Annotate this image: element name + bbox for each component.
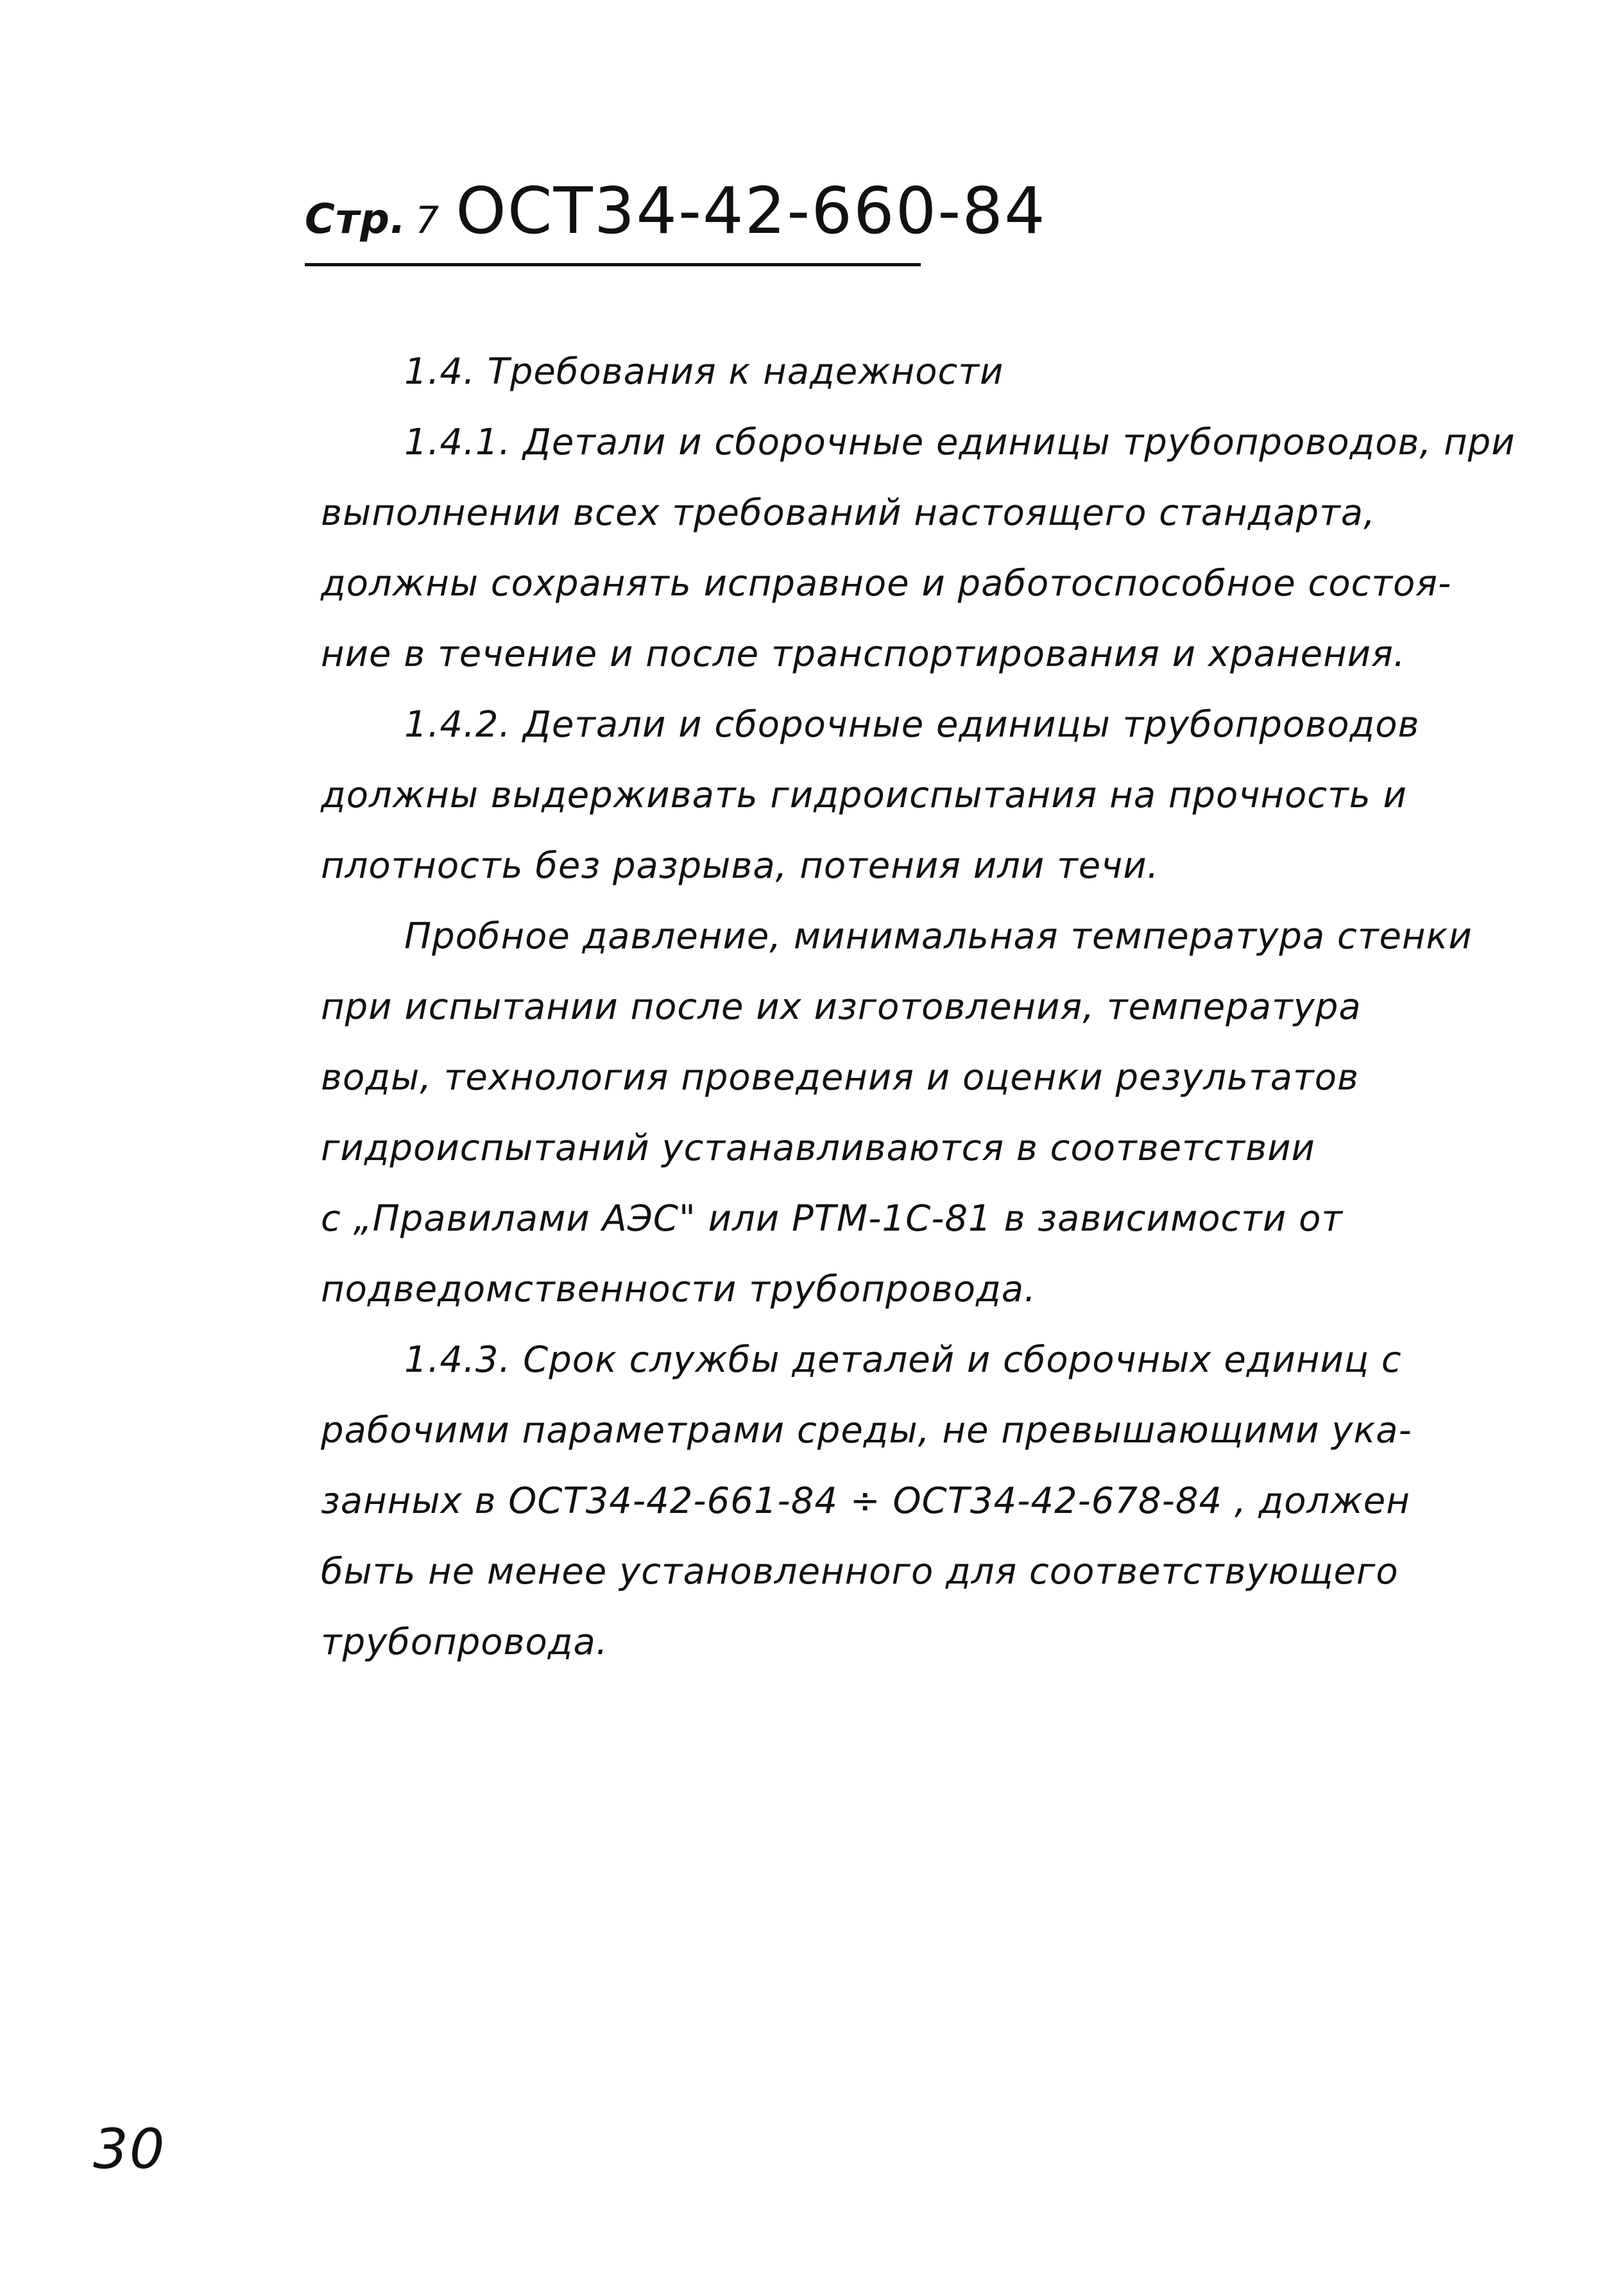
paragraph-line: с „Правилами АЭС" или РТМ-1С-81 в зависимости от (321, 1198, 1343, 1240)
paragraph-line: быть не менее установленного для соответствующего (321, 1551, 1399, 1593)
page-label: Стр. (305, 196, 407, 243)
paragraph-line: выполнении всех требований настоящего стандарта, (321, 492, 1376, 534)
paragraph-line: трубопровода. (321, 1621, 608, 1663)
document-body (321, 337, 1578, 1678)
section-heading: 1.4. Требования к надежности (404, 351, 1004, 393)
paragraph-line: должны сохранять исправное и работоспособное состоя- (321, 563, 1452, 604)
paragraph-line: 1.4.3. Срок службы деталей и сборочных единиц с (404, 1339, 1402, 1381)
paragraph-line: при испытании после их изготовления, температура (321, 986, 1362, 1028)
paragraph-line: Пробное давление, минимальная температура стенки (404, 916, 1473, 957)
paragraph-line: должны выдерживать гидроиспытания на прочность и (321, 774, 1407, 816)
paragraph-line: рабочими параметрами среды, не превышающими ука- (321, 1410, 1412, 1451)
footer-page-number: 30 (93, 2117, 166, 2182)
paragraph-line: 1.4.1. Детали и сборочные единицы трубопроводов, при (404, 422, 1516, 463)
paragraph-line: гидроиспытаний устанавливаются в соответствии (321, 1127, 1315, 1169)
paragraph-line: занных в ОСТ34-42-661-84 ÷ ОСТ34-42-678-84 , должен (321, 1480, 1410, 1522)
paragraph-line: воды, технология проведения и оценки результатов (321, 1057, 1359, 1098)
paragraph-line: ние в течение и после транспортирования и хранения. (321, 633, 1406, 675)
paragraph-line: 1.4.2. Детали и сборочные единицы трубопроводов (404, 704, 1420, 746)
sheet-number: 7 (415, 198, 440, 242)
page-header (305, 173, 1047, 266)
paragraph-line: плотность без разрыва, потения или течи. (321, 845, 1159, 887)
paragraph-line: подведомственности трубопровода. (321, 1268, 1036, 1310)
document-code: ОСТ34-42-660-84 (456, 173, 1047, 248)
